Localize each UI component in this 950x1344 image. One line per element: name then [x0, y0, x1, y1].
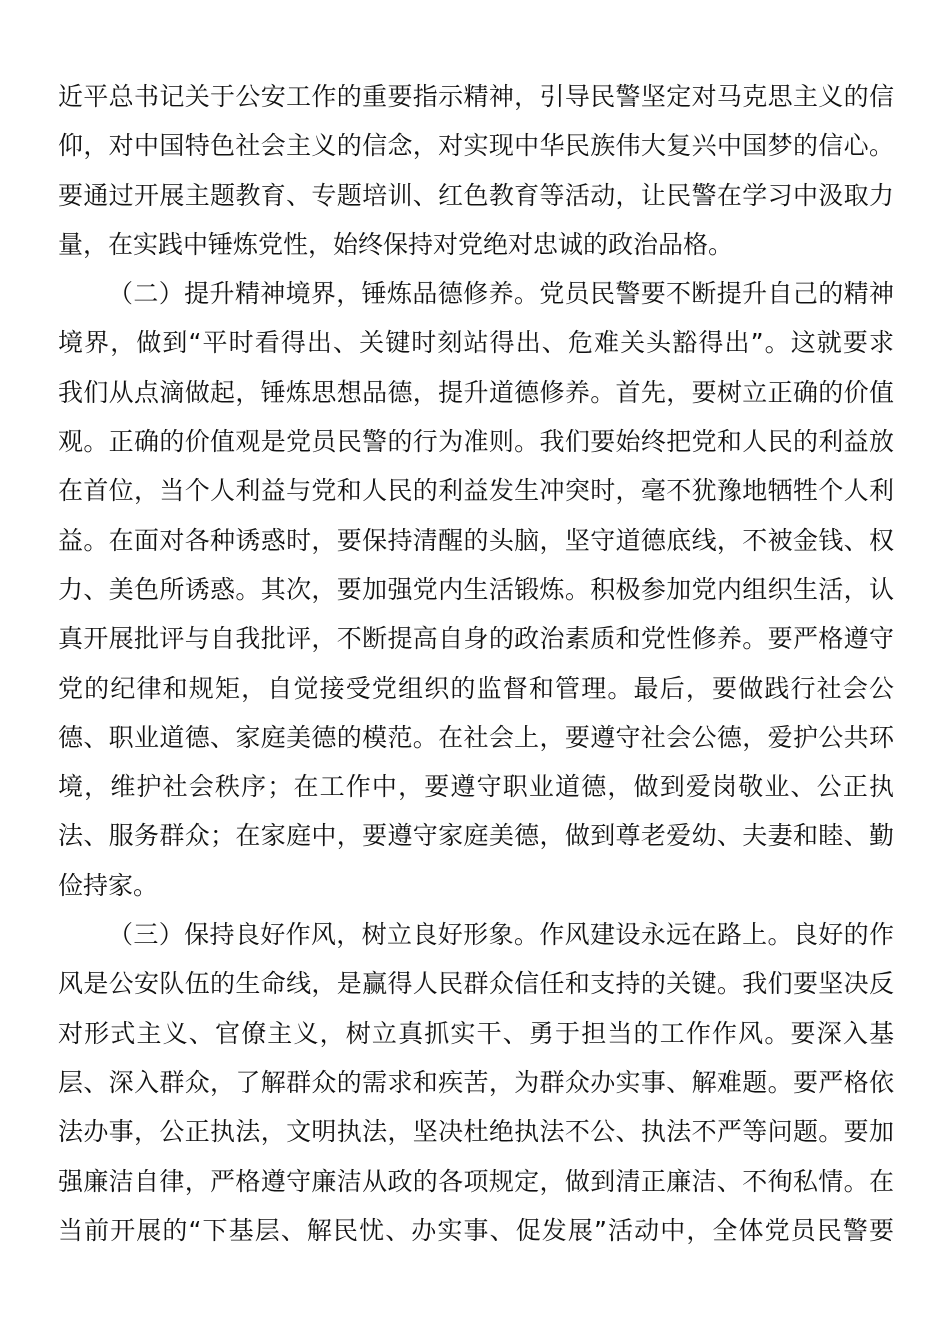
text-line: 观。正确的价值观是党员民警的行为准则。我们要始终把党和人民的利益放 — [58, 427, 894, 457]
text-line: （二）提升精神境界，锤炼品德修养。党员民警要不断提升自己的精神 — [108, 279, 894, 309]
text-line: 仰，对中国特色社会主义的信念，对实现中华民族伟大复兴中国梦的信心。 — [58, 131, 894, 161]
text-line: 量，在实践中锤炼党性，始终保持对党绝对忠诚的政治品格。 — [58, 229, 734, 259]
text-line: 风是公安队伍的生命线，是赢得人民群众信任和支持的关键。我们要坚决反 — [58, 969, 894, 999]
text-line: 党的纪律和规矩，自觉接受党组织的监督和管理。最后，要做践行社会公 — [58, 673, 894, 703]
text-line: 俭持家。 — [58, 870, 159, 900]
text-line: 法办事，公正执法，文明执法，坚决杜绝执法不公、执法不严等问题。要加 — [58, 1117, 894, 1147]
text-line: 在首位，当个人利益与党和人民的利益发生冲突时，毫不犹豫地牺牲个人利 — [58, 476, 894, 506]
text-line: （三）保持良好作风，树立良好形象。作风建设永远在路上。良好的作 — [108, 920, 894, 950]
text-line: 益。在面对各种诱惑时，要保持清醒的头脑，坚守道德底线，不被金钱、权 — [58, 525, 894, 555]
paragraph-1 — [58, 72, 894, 269]
text-line: 要通过开展主题教育、专题培训、红色教育等活动，让民警在学习中汲取力 — [58, 180, 894, 210]
paragraph-2 — [58, 269, 894, 910]
text-line: 力、美色所诱惑。其次，要加强党内生活锻炼。积极参加党内组织生活，认 — [58, 574, 894, 604]
text-line: 我们从点滴做起，锤炼思想品德，提升道德修养。首先，要树立正确的价值 — [58, 377, 894, 407]
text-line: 德、职业道德、家庭美德的模范。在社会上，要遵守社会公德，爱护公共环 — [58, 722, 894, 752]
text-line: 强廉洁自律，严格遵守廉洁从政的各项规定，做到清正廉洁、不徇私情。在 — [58, 1166, 894, 1196]
text-line: 对形式主义、官僚主义，树立真抓实干、勇于担当的工作作风。要深入基 — [58, 1018, 894, 1048]
text-line: 当前开展的“下基层、解民忧、办实事、促发展”活动中，全体党员民警要 — [58, 1215, 894, 1245]
text-line: 境，维护社会秩序；在工作中，要遵守职业道德，做到爱岗敬业、公正执 — [58, 772, 894, 802]
paragraph-3 — [58, 910, 894, 1255]
document-body — [58, 72, 894, 1255]
text-line: 境界，做到“平时看得出、关键时刻站得出、危难关头豁得出”。这就要求 — [58, 328, 894, 358]
text-line: 层、深入群众，了解群众的需求和疾苦，为群众办实事、解难题。要严格依 — [58, 1067, 894, 1097]
text-line: 法、服务群众；在家庭中，要遵守家庭美德，做到尊老爱幼、夫妻和睦、勤 — [58, 821, 894, 851]
text-line: 真开展批评与自我批评，不断提高自身的政治素质和党性修养。要严格遵守 — [58, 624, 894, 654]
text-line: 近平总书记关于公安工作的重要指示精神，引导民警坚定对马克思主义的信 — [58, 82, 894, 111]
